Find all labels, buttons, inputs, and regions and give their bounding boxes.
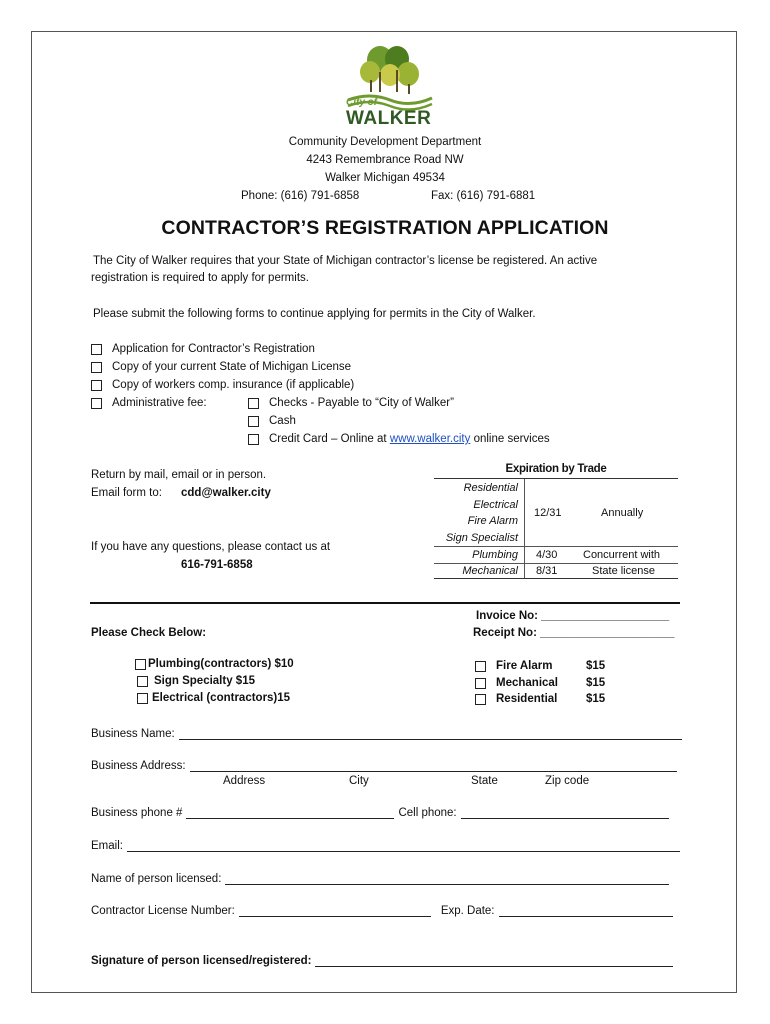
group1-date: 12/31 <box>534 507 562 519</box>
logo-walker: WALKER <box>346 108 432 129</box>
logo-city-of: City of <box>346 97 378 108</box>
plumbing-date: 4/30 <box>536 549 558 561</box>
business-name-label: Business Name: <box>91 727 175 740</box>
intro-line-2: registration is required to apply for permits. <box>91 272 309 284</box>
checkbox[interactable] <box>475 678 486 689</box>
city-state-zip: Walker Michigan 49534 <box>325 172 445 184</box>
fee-option-label: Checks - Payable to “City of Walker” <box>269 397 454 409</box>
person-licensed-row <box>91 872 669 885</box>
exp-date-input[interactable] <box>499 904 673 917</box>
checkbox[interactable] <box>135 659 146 670</box>
license-option-label: Sign Specialty $15 <box>154 675 255 687</box>
page-title: CONTRACTOR’S REGISTRATION APPLICATION <box>161 217 609 239</box>
checkbox[interactable] <box>248 434 259 445</box>
checklist-item <box>91 343 315 355</box>
business-name-row <box>91 727 682 740</box>
checkbox[interactable] <box>475 661 486 672</box>
street-address: 4243 Remembrance Road NW <box>306 154 464 166</box>
license-option <box>137 692 290 704</box>
city-logo <box>340 42 435 132</box>
checkbox[interactable] <box>91 398 102 409</box>
license-option <box>475 677 605 689</box>
business-phone-label: Business phone # <box>91 806 183 819</box>
exp-date-label: Exp. Date: <box>440 904 495 917</box>
business-phone-input[interactable] <box>186 806 394 819</box>
business-address-label: Business Address: <box>91 759 186 772</box>
person-licensed-input[interactable] <box>225 872 669 885</box>
cell-phone-label: Cell phone: <box>398 806 457 819</box>
checklist-item <box>91 361 351 373</box>
fee-option-cash <box>248 415 296 427</box>
checklist-label: Application for Contractor’s Registration <box>112 343 315 355</box>
fee-option-credit <box>248 433 550 445</box>
license-option <box>475 660 605 672</box>
fee-option-label: Cash <box>269 415 296 427</box>
fax-number: Fax: (616) 791-6881 <box>431 190 536 202</box>
mechanical-term: State license <box>592 565 655 577</box>
credit-suffix: online services <box>473 433 550 445</box>
checkbox[interactable] <box>248 398 259 409</box>
license-option <box>135 658 294 670</box>
business-address-row <box>91 759 677 772</box>
questions-text: If you have any questions, please contact us at <box>91 541 331 553</box>
address-sub-state: State <box>471 775 498 787</box>
checklist-label: Administrative fee: <box>112 397 207 409</box>
trade-plumbing: Plumbing <box>472 549 518 561</box>
checkbox[interactable] <box>137 676 148 687</box>
invoice-number: Invoice No: ____________________ <box>476 610 670 622</box>
email-row <box>91 839 680 852</box>
trade-sign-specialist: Sign Specialist <box>445 532 518 544</box>
credit-prefix: Credit Card – Online at <box>269 433 387 445</box>
signature-row <box>91 954 673 967</box>
license-option-price: $15 <box>586 677 606 689</box>
email-address: cdd@walker.city <box>181 487 271 499</box>
group1-term: Annually <box>601 507 644 519</box>
address-sub-zip: Zip code <box>545 775 590 787</box>
intro-line-1: The City of Walker requires that your State of Michigan contractor’s license be registered. An active <box>93 255 598 267</box>
license-option-price: $15 <box>586 660 606 672</box>
signature-label: Signature of person licensed/registered: <box>91 954 312 967</box>
license-option-label: Fire Alarm <box>496 660 553 672</box>
license-number-input[interactable] <box>239 904 431 917</box>
checklist-item <box>91 379 354 391</box>
expiration-title: Expiration by Trade <box>505 463 607 475</box>
address-sub-city: City <box>349 775 369 787</box>
email-input[interactable] <box>127 839 680 852</box>
checkbox[interactable] <box>91 380 102 391</box>
license-option-label: Mechanical <box>496 677 558 689</box>
person-licensed-label: Name of person licensed: <box>91 872 222 885</box>
checkbox[interactable] <box>137 693 148 704</box>
trade-fire-alarm: Fire Alarm <box>467 515 518 527</box>
license-option-price: $15 <box>586 693 606 705</box>
checkbox[interactable] <box>91 344 102 355</box>
checklist-label: Copy of workers comp. insurance (if applicable) <box>112 379 355 391</box>
contact-phone: 616-791-6858 <box>181 559 253 571</box>
return-instructions: Return by mail, email or in person. <box>91 469 267 481</box>
submit-instructions: Please submit the following forms to continue applying for permits in the City of Walker. <box>93 308 536 320</box>
expiration-table <box>434 478 678 579</box>
department-name: Community Development Department <box>288 136 482 148</box>
fee-option-label <box>269 433 550 445</box>
checkbox[interactable] <box>475 694 486 705</box>
business-address-input[interactable] <box>190 759 677 772</box>
license-option <box>475 693 605 705</box>
trade-electrical: Electrical <box>473 499 518 511</box>
mechanical-date: 8/31 <box>536 565 558 577</box>
license-option <box>137 675 255 687</box>
plumbing-term: Concurrent with <box>583 549 661 561</box>
phone-row <box>91 806 669 819</box>
section-divider <box>90 602 680 604</box>
checklist-label: Copy of your current State of Michigan License <box>112 361 352 373</box>
checklist-item <box>91 397 207 409</box>
license-number-row <box>91 904 673 917</box>
license-number-label: Contractor License Number: <box>91 904 235 917</box>
checkbox[interactable] <box>91 362 102 373</box>
signature-input[interactable] <box>315 954 673 967</box>
email-label: Email form to: <box>91 487 162 499</box>
license-option-label: Electrical (contractors)15 <box>152 692 291 704</box>
walker-city-link[interactable]: www.walker.city <box>389 433 471 445</box>
email-label-field: Email: <box>91 839 123 852</box>
phone-number: Phone: (616) 791-6858 <box>241 190 360 202</box>
license-option-label: Plumbing(contractors) $10 <box>148 658 294 670</box>
business-name-input[interactable] <box>179 727 682 740</box>
trade-mechanical: Mechanical <box>462 565 518 577</box>
license-option-label: Residential <box>496 693 558 705</box>
check-below-label: Please Check Below: <box>91 627 207 639</box>
address-sub-address: Address <box>223 775 266 787</box>
fee-option-checks <box>248 397 454 409</box>
checkbox[interactable] <box>248 416 259 427</box>
receipt-number: Receipt No: _____________________ <box>473 627 675 639</box>
cell-phone-input[interactable] <box>461 806 669 819</box>
trade-residential: Residential <box>463 482 518 494</box>
